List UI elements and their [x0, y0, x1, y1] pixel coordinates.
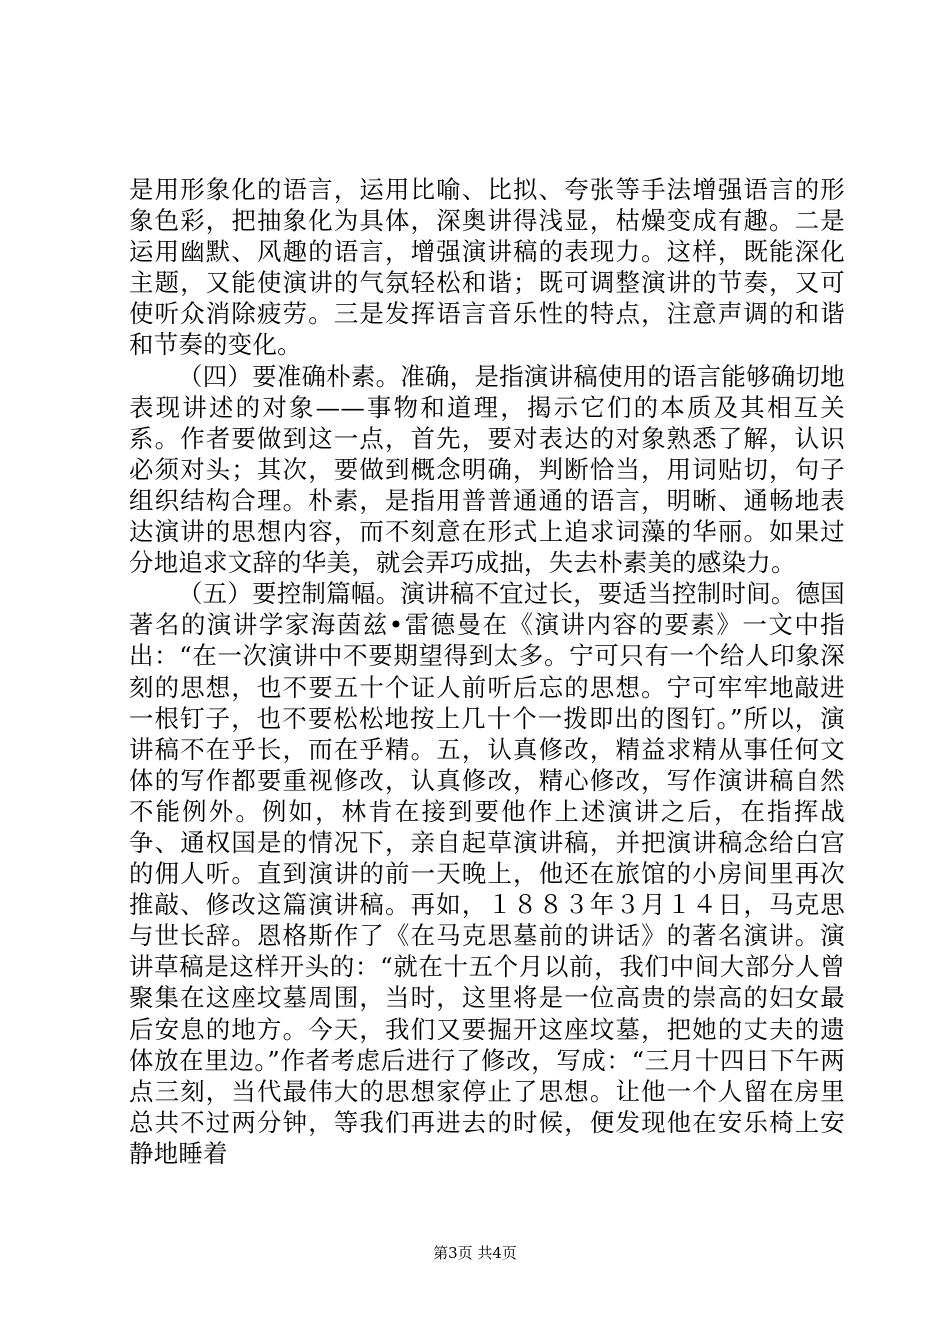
page-footer: 第3页 共4页: [433, 1244, 517, 1262]
body-text: [129, 174, 845, 1169]
paragraph-control-length: （五）要控制篇幅。演讲稿不宜过长，要适当控制时间。德国著名的演讲学家海茵兹•雷德曼在《演讲内容的要素》一文中指出：“在一次演讲中不要期望得到太多。宁可只有一个给人印象深刻的思想，也不要五十个证人前听后忘的思想。宁可牢牢地敲进一根钉子，也不要松松地按上几十个一拨即出的图钉。”所以，演讲稿不在乎长，而在乎精。五，认真修改，精益求精从事任何文体的写作都要重视修改，认真修改，精心修改，写作演讲稿自然不能例外。例如，林肯在接到要他作上述演讲之后，在指挥战争、通权国是的情况下，亲自起草演讲稿，并把演讲稿念给白宫的佣人听。直到演讲的前一天晚上，他还在旅馆的小房间里再次推敲、修改这篇演讲稿。再如，１８８３年３月１４日，马克思与世长辞。恩格斯作了《在马克思墓前的讲话》的著名演讲。演讲草稿是这样开头的：“就在十五个月以前，我们中间大部分人曾聚集在这座坟墓周围，当时，这里将是一位高贵的崇高的妇女最后安息的地方。今天，我们又要掘开这座坟墓，把她的丈夫的遗体放在里边。”作者考虑后进行了修改，写成：“三月十四日下午两点三刻，当代最伟大的思想家停止了思想。让他一个人留在房里总共不过两分钟，等我们再进去的时候，便发现他在安乐椅上安静地睡着: [129, 579, 845, 1168]
paragraph-continuation: 是用形象化的语言，运用比喻、比拟、夸张等手法增强语言的形象色彩，把抽象化为具体，深奥讲得浅显，枯燥变成有趣。二是运用幽默、风趣的语言，增强演讲稿的表现力。这样，既能深化主题，又能使演讲的气氛轻松和谐；既可调整演讲的节奏，又可使听众消除疲劳。三是发挥语言音乐性的特点，注意声调的和谐和节奏的变化。: [129, 175, 845, 360]
paragraph-accuracy-simplicity: （四）要准确朴素。准确，是指演讲稿使用的语言能够确切地表现讲述的对象——事物和道理，揭示它们的本质及其相互关系。作者要做到这一点，首先，要对表达的对象熟悉了解，认识必须对头；其次，要做到概念明确，判断恰当，用词贴切，句子组织结构合理。朴素，是指用普普通通的语言，明晰、通畅地表达演讲的思想内容，而不刻意在形式上追求词藻的华丽。如果过分地追求文辞的华美，就会弄巧成拙，失去朴素美的感染力。: [129, 361, 845, 578]
